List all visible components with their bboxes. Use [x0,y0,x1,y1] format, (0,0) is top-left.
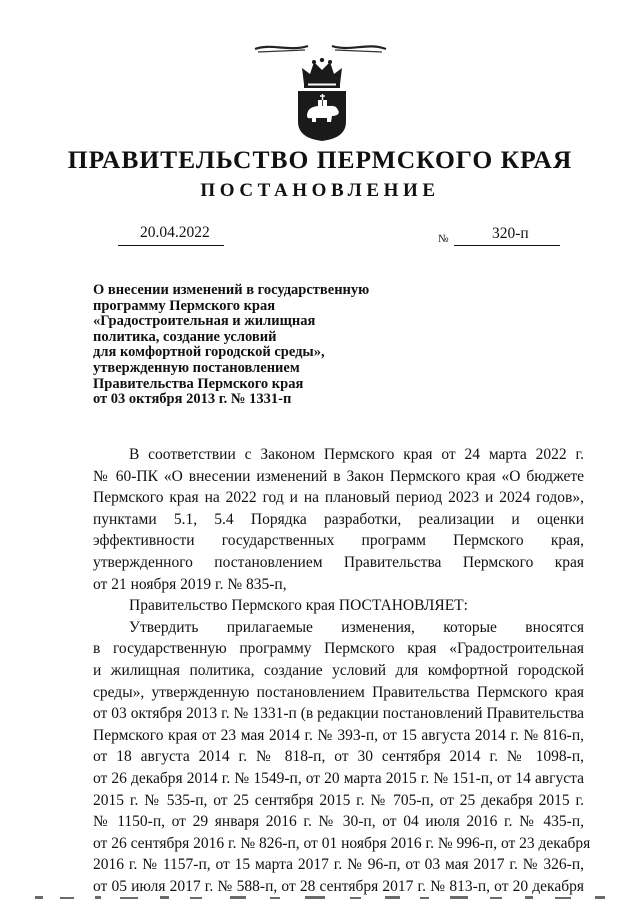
body-line: 2015 г. № 535-п, от 25 сентября 2015 г. № 705-п, от 25 декабря 2015 г. [93,791,584,809]
number-underline [454,245,560,246]
document-subject [93,283,393,408]
body-line: утвержденного постановлением Правительства Пермского края [93,553,584,571]
body-line: от 26 сентября 2016 г. № 826-п, от 01 ноября 2016 г. № 996-п, от 23 декабря [93,834,591,852]
decorative-strokes-icon [250,40,390,56]
scan-edge-decoration [0,886,640,905]
document-number: 320-п [492,225,529,242]
body-line: Правительство Пермского края ПОСТАНОВЛЯЕТ: [129,597,468,615]
body-line: 2016 г. № 1157-п, от 15 марта 2017 г. № 96-п, от 03 мая 2017 г. № 326-п, [93,856,584,874]
number-sign: № [438,233,449,245]
body-line: от 21 ноября 2019 г. № 835-п, [93,575,287,593]
body-line: Пермского края от 23 мая 2014 г. № 393-п, от 15 августа 2014 г. № 816-п, [93,726,584,744]
subject-line: «Градостроительная и жилищная [93,313,316,330]
document-type: ПОСТАНОВЛЕНИЕ [200,180,440,201]
subject-line: от 03 октября 2013 г. № 1331-п [93,391,292,408]
subject-line: О внесении изменений в государственную [93,282,370,298]
subject-line: программу Пермского края [93,297,276,314]
perm-krai-coat-of-arms-icon [296,58,348,142]
body-line: от 26 декабря 2014 г. № 1549-п, от 20 марта 2015 г. № 151-п, от 14 августа [93,769,584,787]
document-body [93,444,591,897]
date-underline [118,245,224,246]
body-line: среды», утвержденную постановлением Правительства Пермского края [93,683,584,701]
government-title: ПРАВИТЕЛЬСТВО ПЕРМСКОГО КРАЯ [67,145,573,174]
body-line: В соответствии с Законом Пермского края от 24 марта 2022 г. [129,446,584,463]
subject-line: политика, создание условий [93,328,277,345]
body-line: от 05 июля 2017 г. № 588-п, от 28 сентября 2017 г. № 813-п, от 20 декабря [93,877,584,895]
body-line: эффективности государственных программ Пермского края, [93,532,584,550]
document-date: 20.04.2022 [140,224,210,241]
subject-line: Правительства Пермского края [93,375,304,392]
body-line: № 60-ПК «О внесении изменений в Закон Пермского края «О бюджете [93,467,584,485]
body-line: от 18 августа 2014 г. № 818-п, от 30 сентября 2014 г. № 1098-п, [93,748,584,766]
body-line: в государственную программу Пермского края «Градостроительная [93,640,584,658]
subject-line: для комфортной городской среды», [93,344,325,361]
body-line: Пермского края на 2022 год и на плановый период 2023 и 2024 годов», [93,489,584,507]
body-line: № 1150-п, от 29 января 2016 г. № 30-п, от 04 июля 2016 г. № 435-п, [93,813,584,831]
body-line: от 03 октября 2013 г. № 1331-п (в редакции постановлений Правительства [93,705,584,723]
body-line: Утвердить прилагаемые изменения, которые вносятся [129,618,584,636]
body-line: и жилищная политика, создание условий для комфортной городской [93,661,584,679]
subject-line: утвержденную постановлением [93,359,300,376]
body-line: пунктами 5.1, 5.4 Порядка разработки, реализации и оценки [93,510,584,528]
